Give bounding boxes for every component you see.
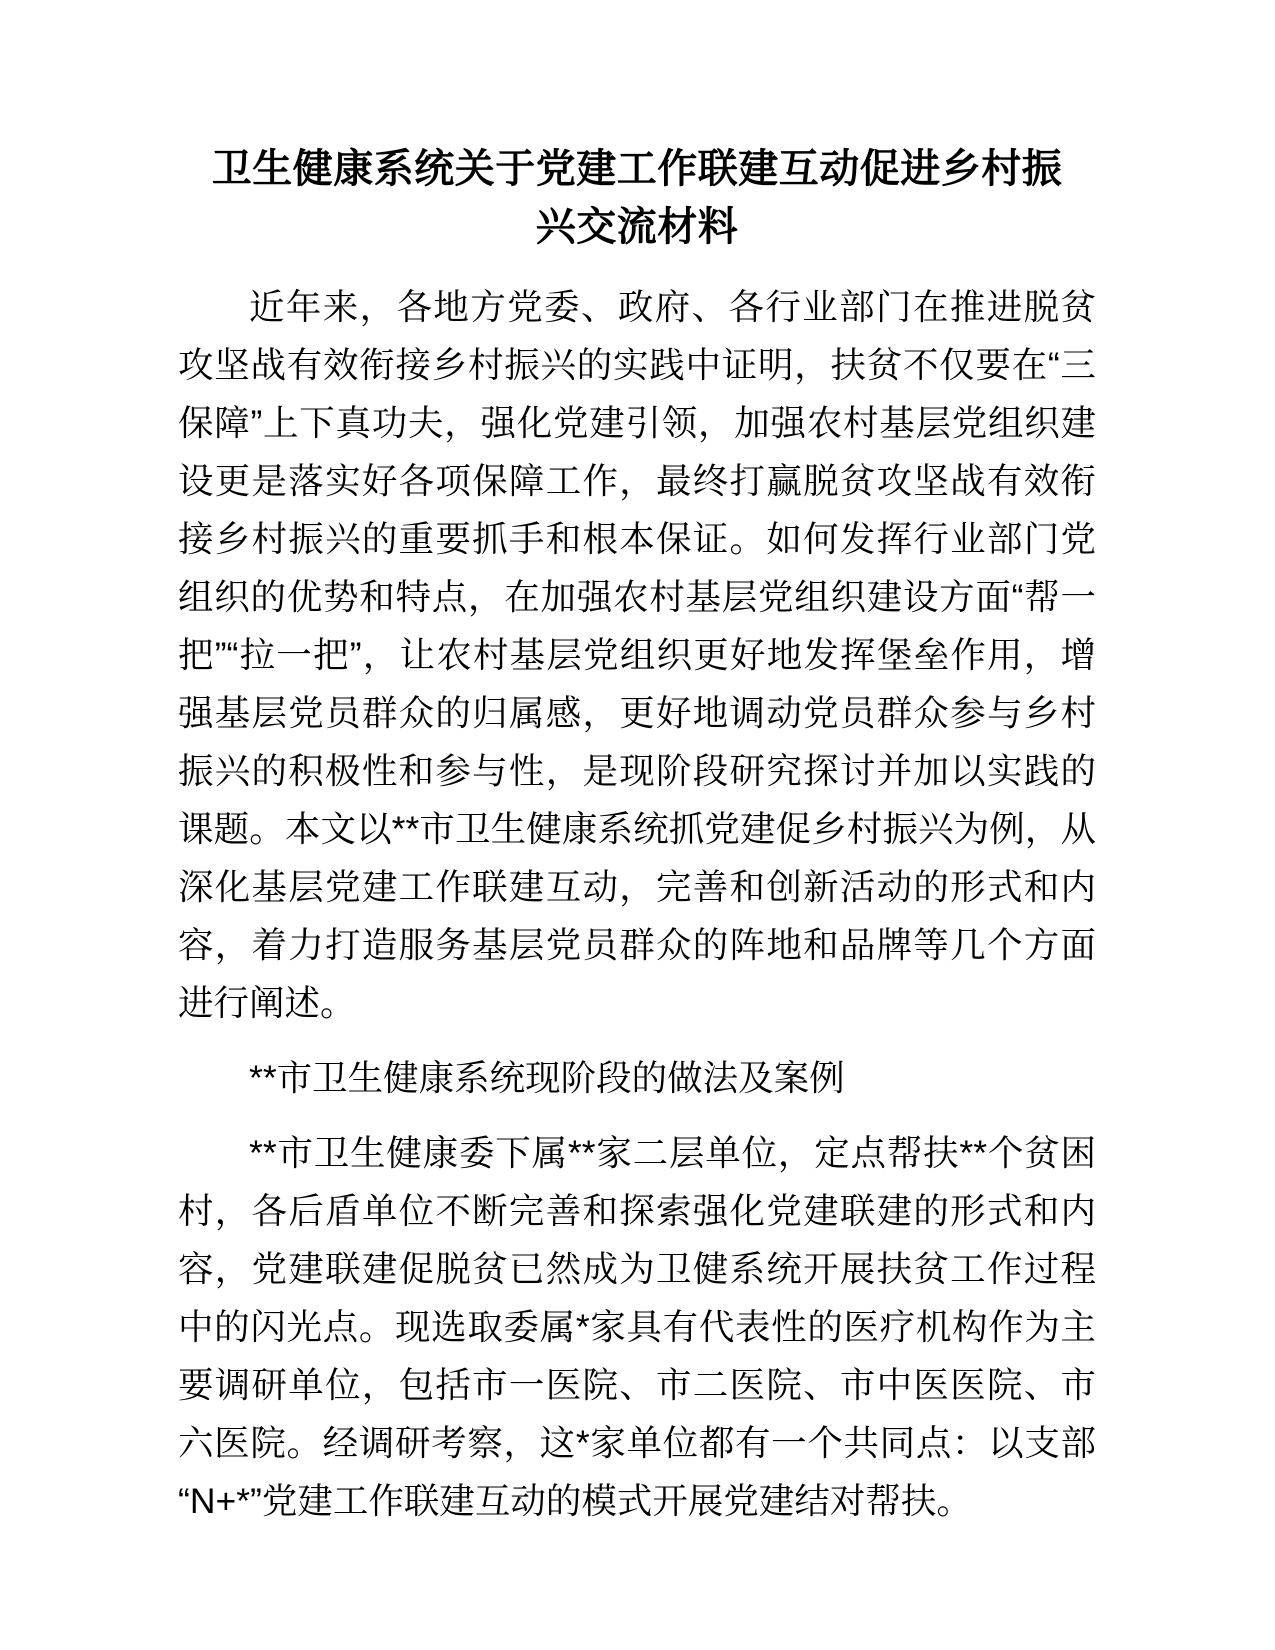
paragraph-section-1-body: **市卫生健康委下属**家二层单位，定点帮扶**个贫困村，各后盾单位不断完善和探索强化党建联建的形式和内容，党建联建促脱贫已然成为卫健系统开展扶贫工作过程中的闪光点。现选取委属*家具有代表性的医疗机构作为主要调研单位，包括市一医院、市二医院、市中医医院、市六医院。经调研考察，这*家单位都有一个共同点：以支部“N+*”党建工作联建互动的模式开展党建结对帮扶。 — [178, 1133, 1096, 1521]
document-body — [178, 278, 1096, 1530]
page-title: 卫生健康系统关于党建工作联建互动促进乡村振兴交流材料 — [211, 147, 1063, 249]
section-heading-current-practices: **市卫生健康系统现阶段的做法及案例 — [249, 1058, 845, 1098]
document-content — [178, 0, 1096, 1530]
paragraph-intro: 近年来，各地方党委、政府、各行业部门在推进脱贫攻坚战有效衔接乡村振兴的实践中证明，扶贫不仅要在“三保障”上下真功夫，强化党建引领，加强农村基层党组织建设更是落实好各项保障工作，最终打赢脱贫攻坚战有效衔接乡村振兴的重要抓手和根本保证。如何发挥行业部门党组织的优势和特点，在加强农村基层党组织建设方面“帮一把”“拉一把”，让农村基层党组织更好地发挥堡垒作用，增强基层党员群众的归属感，更好地调动党员群众参与乡村振兴的积极性和参与性，是现阶段研究探讨并加以实践的课题。本文以**市卫生健康系统抓党建促乡村振兴为例，从深化基层党建工作联建互动，完善和创新活动的形式和内容，着力打造服务基层党员群众的阵地和品牌等几个方面进行阐述。 — [178, 287, 1096, 1023]
